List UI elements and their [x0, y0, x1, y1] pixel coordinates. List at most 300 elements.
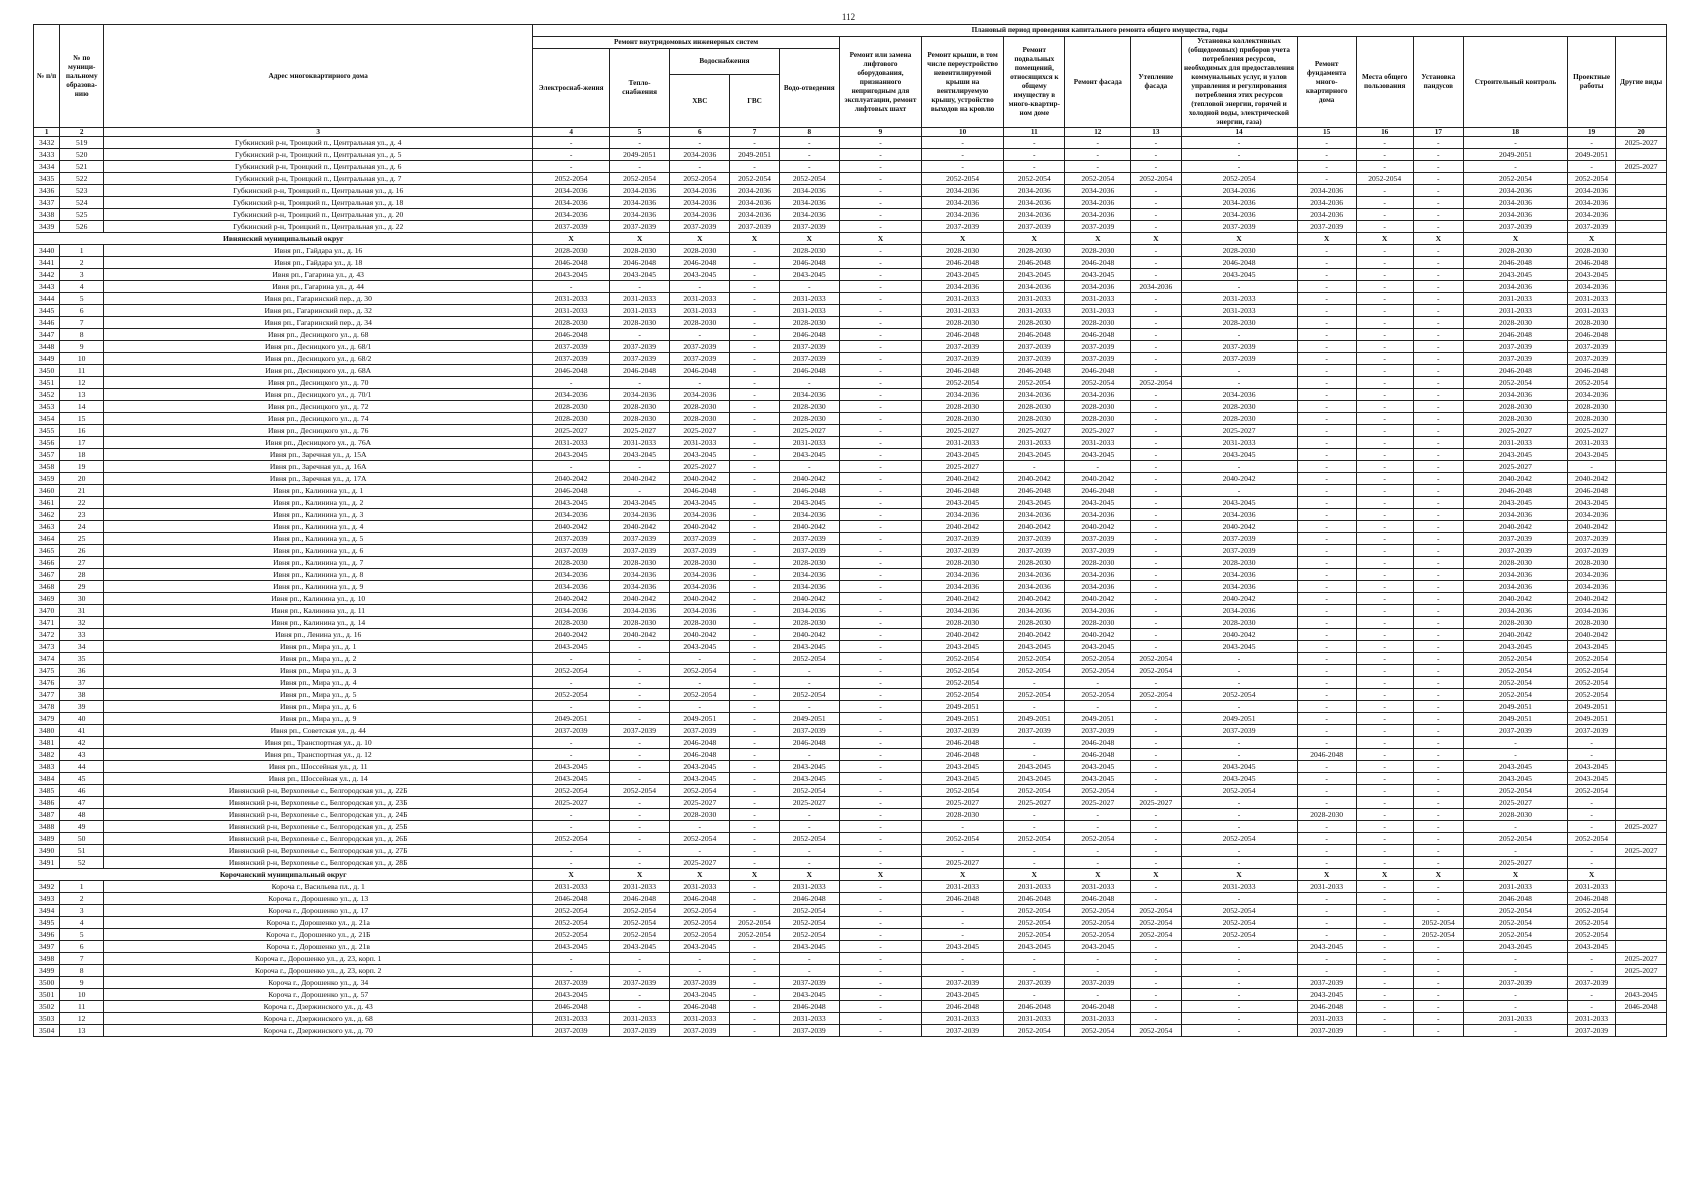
section-mark: X [839, 233, 921, 245]
period-cell [1616, 281, 1667, 293]
period-cell: - [779, 845, 839, 857]
period-cell: - [1004, 857, 1065, 869]
period-cell: 2034-2036 [533, 569, 610, 581]
period-cell: - [1131, 641, 1181, 653]
period-cell: - [1356, 905, 1413, 917]
period-cell: 2034-2036 [1181, 569, 1297, 581]
row-number: 3469 [34, 593, 60, 605]
period-cell: 2052-2054 [1464, 833, 1568, 845]
period-cell: - [1181, 485, 1297, 497]
period-cell: - [1413, 353, 1463, 365]
period-cell: 2046-2048 [1065, 737, 1131, 749]
period-cell: - [839, 605, 921, 617]
column-number: 19 [1568, 128, 1616, 137]
period-cell: 2028-2030 [1065, 245, 1131, 257]
period-cell: - [1413, 749, 1463, 761]
table-row [34, 569, 1667, 581]
period-cell: 2043-2045 [1065, 761, 1131, 773]
period-cell: - [1568, 737, 1616, 749]
period-cell: - [1413, 497, 1463, 509]
period-cell: 2034-2036 [1464, 569, 1568, 581]
table-row [34, 641, 1667, 653]
period-cell: - [839, 149, 921, 161]
col-header-foundation: Ремонт фундамента много-квартирного дома [1297, 37, 1356, 128]
period-cell: - [1181, 749, 1297, 761]
period-cell: 2052-2054 [730, 929, 779, 941]
period-cell: 2046-2048 [1464, 893, 1568, 905]
address-cell: Ивня рп., Калинина ул., д. 11 [104, 605, 533, 617]
period-cell [1616, 293, 1667, 305]
period-cell: 2034-2036 [609, 509, 669, 521]
period-cell: - [1297, 737, 1356, 749]
section-mark: X [1004, 233, 1065, 245]
period-cell: 2034-2036 [670, 149, 730, 161]
period-cell: - [609, 461, 669, 473]
table-row [34, 689, 1667, 701]
period-cell: - [1131, 461, 1181, 473]
period-cell: - [609, 281, 669, 293]
period-cell: - [730, 281, 779, 293]
period-cell: 2025-2027 [1065, 425, 1131, 437]
row-number: 3487 [34, 809, 60, 821]
period-cell: - [1356, 293, 1413, 305]
period-cell: 2034-2036 [922, 281, 1004, 293]
period-cell: 2031-2033 [1004, 881, 1065, 893]
period-cell: - [609, 677, 669, 689]
section-mark: X [1181, 869, 1297, 881]
period-cell [1616, 833, 1667, 845]
period-cell: - [839, 521, 921, 533]
period-cell: - [609, 329, 669, 341]
period-cell: - [730, 245, 779, 257]
period-cell: - [1356, 653, 1413, 665]
period-cell: - [1131, 317, 1181, 329]
period-cell: - [779, 953, 839, 965]
period-cell: 2037-2039 [1297, 221, 1356, 233]
period-cell: 2040-2042 [670, 521, 730, 533]
period-cell: 2046-2048 [609, 365, 669, 377]
period-cell: 2034-2036 [1004, 185, 1065, 197]
period-cell: 2046-2048 [1065, 749, 1131, 761]
period-cell: 2052-2054 [1004, 905, 1065, 917]
address-cell: Ивнянский р-н, Верхопенье с., Белгородская ул., д. 22Б [104, 785, 533, 797]
section-title: Ивнянский муниципальный округ [34, 233, 533, 245]
period-cell: 2040-2042 [1568, 473, 1616, 485]
period-cell: 2025-2027 [670, 857, 730, 869]
period-cell: - [1568, 821, 1616, 833]
period-cell: 2040-2042 [1004, 521, 1065, 533]
period-cell: - [1356, 797, 1413, 809]
period-cell: 2031-2033 [779, 437, 839, 449]
period-cell: 2040-2042 [1181, 473, 1297, 485]
period-cell: - [609, 965, 669, 977]
address-cell: Ивня рп., Мира ул., д. 1 [104, 641, 533, 653]
address-cell: Ивня рп., Шоссейная ул., д. 14 [104, 773, 533, 785]
period-cell: - [1413, 701, 1463, 713]
period-cell: - [1356, 305, 1413, 317]
period-cell: 2037-2039 [1568, 221, 1616, 233]
period-cell: 2037-2039 [609, 341, 669, 353]
period-cell: 2028-2030 [670, 413, 730, 425]
period-cell: 2037-2039 [1568, 977, 1616, 989]
section-mark: X [609, 233, 669, 245]
period-cell: - [779, 461, 839, 473]
period-cell: 2034-2036 [1568, 605, 1616, 617]
period-cell: 2037-2039 [533, 533, 610, 545]
period-cell: - [670, 137, 730, 149]
period-cell: 2031-2033 [1568, 1013, 1616, 1025]
period-cell: 2034-2036 [670, 569, 730, 581]
period-cell: - [839, 377, 921, 389]
address-cell: Ивня рп., Гагаринский пер., д. 30 [104, 293, 533, 305]
period-cell: 2034-2036 [1004, 509, 1065, 521]
period-cell: - [779, 161, 839, 173]
section-mark [1616, 233, 1667, 245]
period-cell [1616, 701, 1667, 713]
period-cell [1616, 173, 1667, 185]
period-cell: 2025-2027 [670, 425, 730, 437]
section-mark [1616, 869, 1667, 881]
period-cell: 2028-2030 [922, 317, 1004, 329]
period-cell [1616, 857, 1667, 869]
period-cell: - [1297, 761, 1356, 773]
period-cell: - [839, 953, 921, 965]
period-cell: 2031-2033 [1181, 305, 1297, 317]
period-cell: - [1568, 749, 1616, 761]
municipal-number: 39 [60, 701, 104, 713]
section-mark: X [1065, 233, 1131, 245]
period-cell: 2034-2036 [609, 389, 669, 401]
period-cell: - [1297, 473, 1356, 485]
period-cell: - [1181, 989, 1297, 1001]
row-number: 3488 [34, 821, 60, 833]
period-cell: 2037-2039 [1181, 353, 1297, 365]
period-cell: 2043-2045 [670, 941, 730, 953]
period-cell: 2046-2048 [670, 365, 730, 377]
period-cell: 2052-2054 [1181, 929, 1297, 941]
period-cell: - [1181, 329, 1297, 341]
address-cell: Губкинский р-н, Троицкий п., Центральная ул., д. 16 [104, 185, 533, 197]
period-cell: - [609, 737, 669, 749]
table-row [34, 977, 1667, 989]
period-cell: - [1297, 389, 1356, 401]
col-header-municipal-no: № по муници-пальному образова-нию [60, 25, 104, 128]
period-cell: 2034-2036 [922, 389, 1004, 401]
row-number: 3464 [34, 533, 60, 545]
table-row [34, 329, 1667, 341]
period-cell: 2034-2036 [1065, 389, 1131, 401]
period-cell: 2046-2048 [533, 365, 610, 377]
section-mark: X [1464, 869, 1568, 881]
period-cell: - [922, 965, 1004, 977]
period-cell: 2052-2054 [922, 173, 1004, 185]
municipal-number: 8 [60, 329, 104, 341]
period-cell: 2052-2054 [779, 173, 839, 185]
period-cell: 2037-2039 [1065, 353, 1131, 365]
period-cell: - [1356, 245, 1413, 257]
period-cell: - [1413, 785, 1463, 797]
period-cell: - [730, 857, 779, 869]
period-cell: 2037-2039 [779, 725, 839, 737]
period-cell: - [1413, 581, 1463, 593]
period-cell: 2043-2045 [670, 773, 730, 785]
period-cell: 2052-2054 [779, 653, 839, 665]
period-cell [1616, 665, 1667, 677]
period-cell: 2040-2042 [1004, 473, 1065, 485]
period-cell: - [1464, 737, 1568, 749]
period-cell: 2028-2030 [609, 617, 669, 629]
period-cell [1616, 929, 1667, 941]
column-number: 18 [1464, 128, 1568, 137]
period-cell: 2031-2033 [779, 305, 839, 317]
period-cell: 2034-2036 [779, 389, 839, 401]
period-cell: 2043-2045 [533, 449, 610, 461]
period-cell: - [1356, 965, 1413, 977]
period-cell [1616, 761, 1667, 773]
period-cell: - [1065, 149, 1131, 161]
period-cell: - [609, 833, 669, 845]
address-cell: Ивня рп., Десницкого ул., д. 68/1 [104, 341, 533, 353]
period-cell: - [839, 737, 921, 749]
period-cell: 2028-2030 [922, 401, 1004, 413]
period-cell: 2046-2048 [1568, 485, 1616, 497]
address-cell: Ивня рп., Гагарина ул., д. 43 [104, 269, 533, 281]
period-cell: 2025-2027 [1616, 137, 1667, 149]
period-cell [1616, 893, 1667, 905]
period-cell: 2028-2030 [1065, 557, 1131, 569]
section-mark: X [533, 233, 610, 245]
section-mark: X [839, 869, 921, 881]
period-cell: 2052-2054 [1568, 689, 1616, 701]
period-cell: 2046-2048 [670, 1001, 730, 1013]
period-cell: - [730, 785, 779, 797]
period-cell: 2034-2036 [533, 509, 610, 521]
period-cell: 2052-2054 [1065, 173, 1131, 185]
period-cell: 2037-2039 [1568, 1025, 1616, 1037]
table-row [34, 1025, 1667, 1037]
period-cell: - [1131, 257, 1181, 269]
period-cell: - [839, 797, 921, 809]
period-cell: - [1065, 137, 1131, 149]
col-header-roof: Ремонт крыши, в том числе переустройство невентилируемой крыши на вентилируемую крышу, устройство выходов на кровлю [922, 37, 1004, 128]
period-cell: 2052-2054 [1413, 917, 1463, 929]
period-cell: 2034-2036 [922, 197, 1004, 209]
municipal-number: 7 [60, 317, 104, 329]
period-cell: - [730, 425, 779, 437]
period-cell: 2034-2036 [922, 209, 1004, 221]
period-cell: - [1297, 341, 1356, 353]
period-cell: 2052-2054 [1131, 929, 1181, 941]
period-cell: 2028-2030 [1181, 401, 1297, 413]
period-cell: - [839, 701, 921, 713]
period-cell [1616, 245, 1667, 257]
period-cell: 2052-2054 [1464, 677, 1568, 689]
period-cell: - [1297, 593, 1356, 605]
period-cell: 2034-2036 [1004, 605, 1065, 617]
period-cell: 2046-2048 [670, 257, 730, 269]
period-cell: - [1297, 149, 1356, 161]
address-cell: Ивнянский р-н, Верхопенье с., Белгородская ул., д. 27Б [104, 845, 533, 857]
period-cell: 2046-2048 [533, 257, 610, 269]
period-cell: - [533, 701, 610, 713]
period-cell: - [922, 845, 1004, 857]
row-number: 3501 [34, 989, 60, 1001]
period-cell: - [1065, 989, 1131, 1001]
period-cell: 2031-2033 [1568, 293, 1616, 305]
period-cell: 2052-2054 [1004, 929, 1065, 941]
period-cell: 2043-2045 [1004, 773, 1065, 785]
address-cell: Ивня рп., Заречная ул., д. 16А [104, 461, 533, 473]
municipal-number: 10 [60, 989, 104, 1001]
period-cell: 2040-2042 [922, 473, 1004, 485]
col-header-other: Другие виды [1616, 37, 1667, 128]
period-cell [1616, 401, 1667, 413]
period-cell: - [1413, 1001, 1463, 1013]
period-cell: - [839, 197, 921, 209]
period-cell: - [839, 365, 921, 377]
period-cell: 2034-2036 [1568, 281, 1616, 293]
period-cell: - [730, 617, 779, 629]
period-cell: 2052-2054 [670, 785, 730, 797]
period-cell: 2052-2054 [1004, 377, 1065, 389]
period-cell: 2046-2048 [922, 737, 1004, 749]
period-cell: 2052-2054 [1568, 917, 1616, 929]
period-cell: - [609, 485, 669, 497]
period-cell: 2043-2045 [609, 269, 669, 281]
period-cell: - [730, 569, 779, 581]
period-cell: - [730, 485, 779, 497]
period-cell: 2037-2039 [670, 353, 730, 365]
period-cell: 2043-2045 [1297, 989, 1356, 1001]
period-cell: - [1413, 413, 1463, 425]
period-cell: - [1413, 569, 1463, 581]
address-cell: Ивнянский р-н, Верхопенье с., Белгородская ул., д. 23Б [104, 797, 533, 809]
period-cell: - [1413, 1025, 1463, 1037]
table-row [34, 857, 1667, 869]
period-cell: - [1356, 377, 1413, 389]
period-cell: 2037-2039 [1004, 545, 1065, 557]
address-cell: Ивня рп., Мира ул., д. 2 [104, 653, 533, 665]
col-header-insulation: Утепление фасада [1131, 37, 1181, 128]
municipal-number: 29 [60, 581, 104, 593]
period-cell: 2028-2030 [1464, 401, 1568, 413]
row-number: 3463 [34, 521, 60, 533]
period-cell: 2043-2045 [670, 761, 730, 773]
col-header-cold-water: ХВС [670, 75, 730, 128]
period-cell: 2037-2039 [670, 725, 730, 737]
period-cell: 2043-2045 [670, 497, 730, 509]
period-cell: 2034-2036 [1464, 581, 1568, 593]
period-cell: 2046-2048 [922, 485, 1004, 497]
period-cell: - [1356, 209, 1413, 221]
row-number: 3497 [34, 941, 60, 953]
period-cell: 2052-2054 [670, 833, 730, 845]
period-cell: - [1181, 857, 1297, 869]
period-cell: 2046-2048 [779, 737, 839, 749]
period-cell: 2037-2039 [609, 725, 669, 737]
period-cell: - [1413, 173, 1463, 185]
period-cell: 2046-2048 [670, 893, 730, 905]
period-cell: - [1181, 701, 1297, 713]
period-cell: - [1297, 953, 1356, 965]
municipal-number: 11 [60, 365, 104, 377]
period-cell: - [1464, 1001, 1568, 1013]
municipal-number: 10 [60, 353, 104, 365]
period-cell: 2040-2042 [779, 521, 839, 533]
address-cell: Ивня рп., Калинина ул., д. 4 [104, 521, 533, 533]
period-cell: 2052-2054 [922, 689, 1004, 701]
period-cell: - [1356, 677, 1413, 689]
period-cell: - [1297, 497, 1356, 509]
period-cell [1616, 1013, 1667, 1025]
period-cell: 2034-2036 [670, 209, 730, 221]
address-cell: Губкинский р-н, Троицкий п., Центральная ул., д. 5 [104, 149, 533, 161]
period-cell: 2034-2036 [670, 197, 730, 209]
period-cell: - [1297, 173, 1356, 185]
period-cell: 2043-2045 [670, 641, 730, 653]
period-cell: - [1004, 461, 1065, 473]
address-cell: Ивня рп., Калинина ул., д. 9 [104, 581, 533, 593]
period-cell [1616, 497, 1667, 509]
period-cell: 2040-2042 [1065, 629, 1131, 641]
period-cell: 2046-2048 [1616, 1001, 1667, 1013]
row-number: 3453 [34, 401, 60, 413]
period-cell: 2034-2036 [670, 509, 730, 521]
period-cell: 2043-2045 [1181, 641, 1297, 653]
period-cell: - [839, 341, 921, 353]
section-row [34, 869, 1667, 881]
period-cell: - [1297, 629, 1356, 641]
period-cell: - [730, 737, 779, 749]
row-number: 3491 [34, 857, 60, 869]
period-cell [1616, 509, 1667, 521]
period-cell: - [1356, 437, 1413, 449]
period-cell: - [839, 461, 921, 473]
period-cell: 2031-2033 [533, 437, 610, 449]
period-cell: 2028-2030 [609, 245, 669, 257]
table-body [34, 137, 1667, 1037]
row-number: 3447 [34, 329, 60, 341]
table-row [34, 497, 1667, 509]
table-row [34, 725, 1667, 737]
period-cell: 2043-2045 [533, 773, 610, 785]
period-cell: - [1131, 965, 1181, 977]
period-cell: 2034-2036 [1181, 389, 1297, 401]
period-cell: 2052-2054 [1065, 833, 1131, 845]
row-number: 3471 [34, 617, 60, 629]
period-cell: - [533, 137, 610, 149]
row-number: 3496 [34, 929, 60, 941]
period-cell: 2046-2048 [1297, 1001, 1356, 1013]
period-cell: - [730, 293, 779, 305]
period-cell: - [1131, 761, 1181, 773]
period-cell: - [1356, 425, 1413, 437]
column-number: 5 [609, 128, 669, 137]
table-row [34, 557, 1667, 569]
period-cell: - [1356, 341, 1413, 353]
period-cell: - [1413, 257, 1463, 269]
period-cell [1616, 1025, 1667, 1037]
period-cell [1616, 677, 1667, 689]
period-cell: 2043-2045 [1464, 641, 1568, 653]
period-cell: 2040-2042 [609, 521, 669, 533]
period-cell: 2034-2036 [609, 605, 669, 617]
section-mark: X [730, 869, 779, 881]
period-cell: - [1131, 953, 1181, 965]
period-cell: 2037-2039 [670, 221, 730, 233]
period-cell: - [730, 365, 779, 377]
period-cell: - [1131, 341, 1181, 353]
